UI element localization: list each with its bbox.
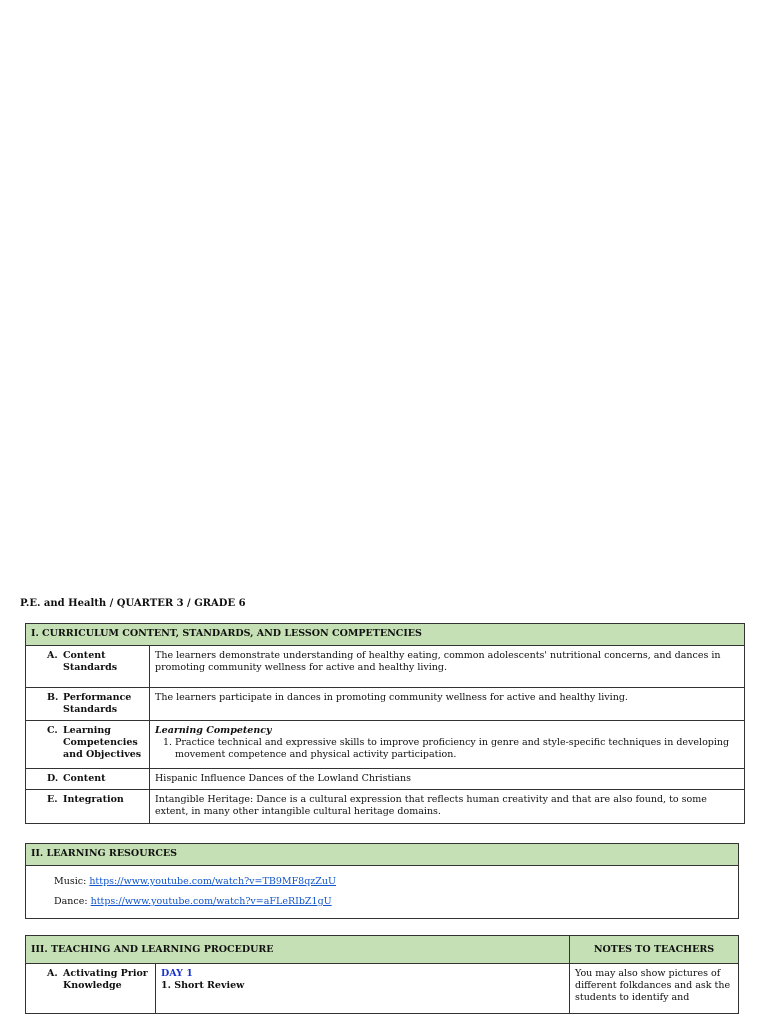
dance-link[interactable]: https://www.youtube.com/watch?v=aFLeRIbZ1gU xyxy=(90,896,332,907)
table-row xyxy=(26,769,745,790)
dance-resource xyxy=(54,892,733,912)
table-row xyxy=(26,964,739,1014)
row-label: E. Integration xyxy=(26,790,150,824)
table-row xyxy=(26,790,745,824)
row-label: C. Learning Competencies and Objectives xyxy=(26,721,150,769)
curriculum-table xyxy=(25,623,745,824)
table-row xyxy=(26,688,745,721)
resources-cell xyxy=(26,866,739,919)
learning-competencies-cell xyxy=(150,721,745,769)
table-row xyxy=(26,646,745,688)
table-row xyxy=(26,721,745,769)
competency-item: 1. Practice technical and expressive skills to improve proficiency in genre and style-specific techniques in developing movement competence and physical activity participation. xyxy=(163,737,730,760)
step-label: 1. Short Review xyxy=(161,980,245,991)
row-label: A. Content Standards xyxy=(26,646,150,688)
teacher-note: You may also show pictures of different folkdances and ask the students to identify and xyxy=(570,964,739,1014)
row-label: A. Activating Prior Knowledge xyxy=(26,964,156,1014)
day-label: DAY 1 xyxy=(161,968,193,979)
music-link[interactable]: https://www.youtube.com/watch?v=TB9MF8qzZuU xyxy=(89,876,337,887)
music-resource xyxy=(54,872,733,892)
content-text: Hispanic Influence Dances of the Lowland Christians xyxy=(150,769,745,790)
row-label: B. Performance Standards xyxy=(26,688,150,721)
music-label: Music: xyxy=(54,876,87,887)
learning-resources-table xyxy=(25,843,739,919)
notes-heading: NOTES TO TEACHERS xyxy=(570,936,739,964)
performance-standards-text: The learners participate in dances in promoting community wellness for active and healthy living. xyxy=(150,688,745,721)
procedure-table xyxy=(25,935,739,1014)
document-header: P.E. and Health / QUARTER 3 / GRADE 6 xyxy=(20,598,246,609)
content-standards-text: The learners demonstrate understanding of healthy eating, common adolescents' nutritional concerns, and dances in promoting community wellness for active and healthy living. xyxy=(150,646,745,688)
section2-heading: II. LEARNING RESOURCES xyxy=(26,844,739,866)
section3-heading: III. TEACHING AND LEARNING PROCEDURE xyxy=(26,936,570,964)
dance-label: Dance: xyxy=(54,896,88,907)
integration-text: Intangible Heritage: Dance is a cultural expression that reflects human creativity and that are also found, to some extent, in many other intangible cultural heritage domains. xyxy=(150,790,745,824)
section1-heading: I. CURRICULUM CONTENT, STANDARDS, AND LESSON COMPETENCIES xyxy=(26,624,745,646)
row-label: D. Content xyxy=(26,769,150,790)
competency-subheading: Learning Competency xyxy=(155,725,272,736)
procedure-cell xyxy=(156,964,570,1014)
